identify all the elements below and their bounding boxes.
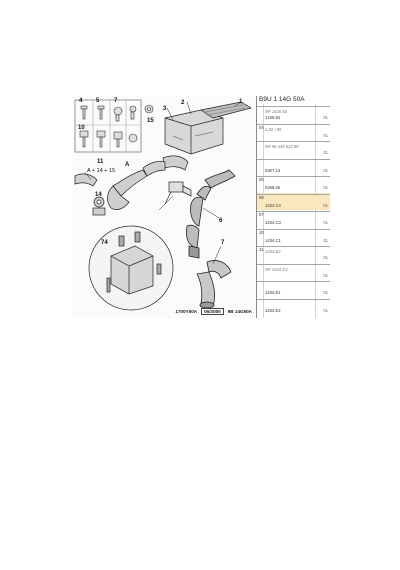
air-filter-housing bbox=[165, 102, 251, 154]
table-title: B9U 1 14G 50A bbox=[259, 96, 305, 103]
row-quantity: 01 bbox=[323, 272, 328, 278]
row-divider bbox=[257, 281, 330, 282]
diagram-footer bbox=[73, 305, 256, 318]
callout-7b: 7 bbox=[114, 98, 118, 104]
callout-15: 15 bbox=[147, 118, 154, 124]
row-quantity: 01 bbox=[323, 132, 328, 138]
row-divider bbox=[257, 211, 330, 212]
fastener-thumbnails bbox=[75, 100, 141, 152]
row-note: NP 1434 E3 bbox=[265, 266, 288, 272]
row-divider bbox=[257, 229, 330, 230]
row-note: NP 96 449 622 80 bbox=[265, 144, 299, 149]
row-divider bbox=[257, 124, 330, 125]
row-divider bbox=[257, 246, 330, 247]
row-index: 04 bbox=[259, 124, 264, 130]
row-reference: 0307.13 bbox=[265, 167, 281, 173]
row-note: 1434.E2 bbox=[265, 249, 281, 254]
row-divider bbox=[257, 106, 330, 107]
row-index: 06 bbox=[259, 194, 264, 200]
row-quantity: 01 bbox=[323, 255, 328, 260]
row-quantity: 01 bbox=[323, 237, 328, 243]
parts-diagram bbox=[73, 96, 256, 318]
row-divider bbox=[257, 194, 330, 195]
nut-part-15 bbox=[145, 105, 153, 113]
row-index: 05 bbox=[259, 177, 264, 182]
callout-5: 5 bbox=[96, 98, 100, 104]
row-reference: 1434.C4 bbox=[265, 202, 281, 208]
row-reference: 1434.C1 bbox=[265, 237, 281, 243]
footer-date: 06/2000 bbox=[201, 308, 224, 315]
row-divider bbox=[257, 159, 330, 160]
row-index: 07 bbox=[259, 212, 264, 217]
row-reference: 1434.C3 bbox=[265, 220, 281, 225]
row-quantity: 01 bbox=[323, 307, 328, 313]
row-quantity: 01 bbox=[323, 220, 328, 225]
row-reference: 1434.E1 bbox=[265, 290, 281, 295]
row-quantity: 01 bbox=[323, 150, 328, 155]
callout-1: 1 bbox=[239, 99, 243, 105]
callout-3: 3 bbox=[163, 106, 167, 112]
callout-2: 2 bbox=[181, 100, 185, 106]
row-index: 11 bbox=[259, 247, 264, 252]
row-quantity: 01 bbox=[323, 167, 328, 173]
row-divider bbox=[257, 176, 330, 177]
row-quantity: 01 bbox=[323, 115, 328, 120]
callout-14: 14 bbox=[95, 192, 102, 198]
footer-ref: 9B 14G50A bbox=[227, 309, 252, 314]
row-reference: 0258.56 bbox=[265, 185, 281, 190]
row-note: NP 1436.58 bbox=[265, 109, 287, 114]
row-index: 10 bbox=[259, 229, 264, 235]
turbo-hose-6 bbox=[186, 170, 235, 258]
callout-A: A bbox=[125, 162, 130, 168]
row-divider bbox=[257, 299, 330, 300]
detail-circle bbox=[89, 226, 173, 310]
row-reference: 1436.54 bbox=[265, 115, 281, 120]
row-reference: 1434.E2 bbox=[265, 307, 281, 313]
row-note: 1.02 / 96 bbox=[265, 126, 282, 132]
elbow-hose-7 bbox=[197, 260, 231, 308]
callout-11: 11 bbox=[97, 159, 104, 165]
row-divider bbox=[257, 264, 330, 265]
row-quantity: 01 bbox=[323, 202, 328, 208]
callout-4: 4 bbox=[79, 98, 83, 104]
callout-74: 74 bbox=[101, 240, 108, 246]
callout-7: 7 bbox=[221, 240, 225, 246]
exploded-view bbox=[73, 96, 256, 318]
parts-table bbox=[256, 96, 330, 318]
row-quantity: 01 bbox=[323, 185, 328, 190]
group-formula: A + 14 + 15 bbox=[87, 168, 116, 174]
callout-6: 6 bbox=[219, 218, 223, 224]
row-divider bbox=[257, 141, 330, 142]
bracket-part bbox=[165, 182, 191, 204]
callout-10: 10 bbox=[78, 125, 85, 131]
footer-code: 1700Y50A bbox=[175, 309, 198, 314]
row-quantity: 01 bbox=[323, 290, 328, 295]
